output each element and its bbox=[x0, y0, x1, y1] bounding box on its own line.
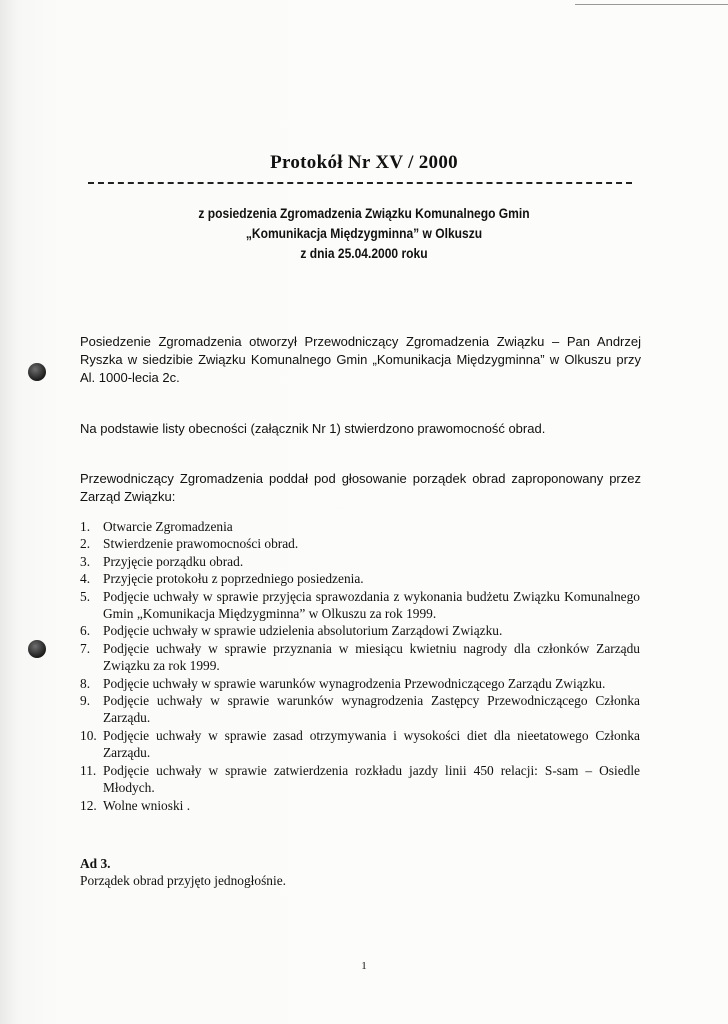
agenda-item-number: 5. bbox=[80, 588, 91, 604]
agenda-item-text: Podjęcie uchwały w sprawie zasad otrzymywania i wysokości diet dla nieetatowego Członka Zarządu. bbox=[103, 727, 640, 761]
agenda-item-number: 11. bbox=[80, 762, 97, 778]
agenda-item bbox=[80, 727, 640, 762]
agenda-item-text: Podjęcie uchwały w sprawie przyjęcia sprawozdania z wykonania budżetu Związku Komunalnego Gmin „Komunikacja Międzygminna” w Olkuszu za rok 1999. bbox=[103, 588, 640, 622]
agenda-item-number: 2. bbox=[80, 536, 91, 552]
scan-edge-line bbox=[575, 4, 728, 5]
agenda-item-number: 3. bbox=[80, 553, 91, 569]
agenda-item bbox=[80, 692, 640, 727]
agenda-item-number: 9. bbox=[80, 693, 91, 709]
agenda-item-number: 7. bbox=[80, 640, 91, 656]
page-number: 1 bbox=[361, 960, 367, 972]
agenda-item-text: Podjęcie uchwały w sprawie udzielenia absolutorium Zarządowi Związku. bbox=[103, 623, 503, 639]
document-subtitle bbox=[51, 203, 677, 263]
agenda-item-text: Podjęcie uchwały w sprawie przyznania w miesiącu kwietniu nagrody dla członków Zarządu Związku za rok 1999. bbox=[103, 640, 640, 674]
agenda-intro-paragraph: Przewodniczący Zgromadzenia poddał pod głosowanie porządek obrad zaproponowany przez Zarząd Związku: bbox=[80, 471, 641, 504]
ad-3-text: Porządek obrad przyjęto jednogłośnie. bbox=[80, 873, 287, 888]
document-title: Protokół Nr XV / 2000 bbox=[270, 152, 458, 173]
ad-3-heading: Ad 3. bbox=[80, 856, 111, 871]
agenda-item-text: Podjęcie uchwały w sprawie warunków wynagrodzenia Przewodniczącego Zarządu Związku. bbox=[103, 675, 606, 691]
agenda-item bbox=[80, 570, 640, 587]
opening-paragraph: Posiedzenie Zgromadzenia otworzył Przewodniczący Zgromadzenia Związku – Pan Andrzej Ryszka w siedzibie Związku Komunalnego Gmin „Komunikacja Międzygminna” w Olkuszu przy Al. 1000-lecia 2c. bbox=[80, 334, 641, 385]
ad-3-section bbox=[80, 855, 286, 889]
punch-hole-top bbox=[28, 363, 46, 381]
subtitle-line-2: „Komunikacja Międzygminna” w Olkuszu bbox=[245, 225, 483, 241]
agenda-item bbox=[80, 518, 640, 535]
agenda-item-text: Podjęcie uchwały w sprawie zatwierdzenia rozkładu jazdy linii 450 relacji: S-sam – Osiedle Młodych. bbox=[103, 762, 640, 796]
agenda-item-number: 6. bbox=[80, 623, 91, 639]
agenda-item bbox=[80, 622, 640, 639]
agenda-item bbox=[80, 762, 640, 797]
agenda-item bbox=[80, 675, 640, 692]
quorum-paragraph: Na podstawie listy obecności (załącznik Nr 1) stwierdzono prawomocność obrad. bbox=[80, 421, 546, 436]
agenda-item-number: 4. bbox=[80, 571, 91, 587]
agenda-list bbox=[80, 518, 640, 814]
punch-hole-bottom bbox=[28, 640, 46, 658]
agenda-item-text: Stwierdzenie prawomocności obrad. bbox=[103, 536, 299, 552]
agenda-item-text: Wolne wnioski . bbox=[103, 797, 191, 813]
agenda-item-text: Przyjęcie porządku obrad. bbox=[103, 553, 244, 569]
agenda-item bbox=[80, 640, 640, 675]
agenda-item bbox=[80, 797, 640, 814]
agenda-item-number: 12. bbox=[80, 797, 97, 813]
agenda-item-number: 10. bbox=[80, 727, 97, 743]
title-divider bbox=[88, 182, 632, 184]
agenda-item-number: 8. bbox=[80, 675, 91, 691]
agenda-item bbox=[80, 535, 640, 552]
agenda-item-text: Podjęcie uchwały w sprawie warunków wynagrodzenia Zastępcy Przewodniczącego Członka Zarządu. bbox=[103, 693, 640, 726]
agenda-item-number: 1. bbox=[80, 519, 91, 534]
subtitle-line-1: z posiedzenia Zgromadzenia Związku Komunalnego Gmin bbox=[198, 205, 530, 221]
agenda-item-text: Otwarcie Zgromadzenia bbox=[103, 519, 233, 534]
agenda-item bbox=[80, 553, 640, 570]
agenda-item bbox=[80, 588, 640, 623]
agenda-item-text: Przyjęcie protokołu z poprzedniego posiedzenia. bbox=[103, 571, 364, 587]
subtitle-line-3: z dnia 25.04.2000 roku bbox=[300, 245, 428, 261]
